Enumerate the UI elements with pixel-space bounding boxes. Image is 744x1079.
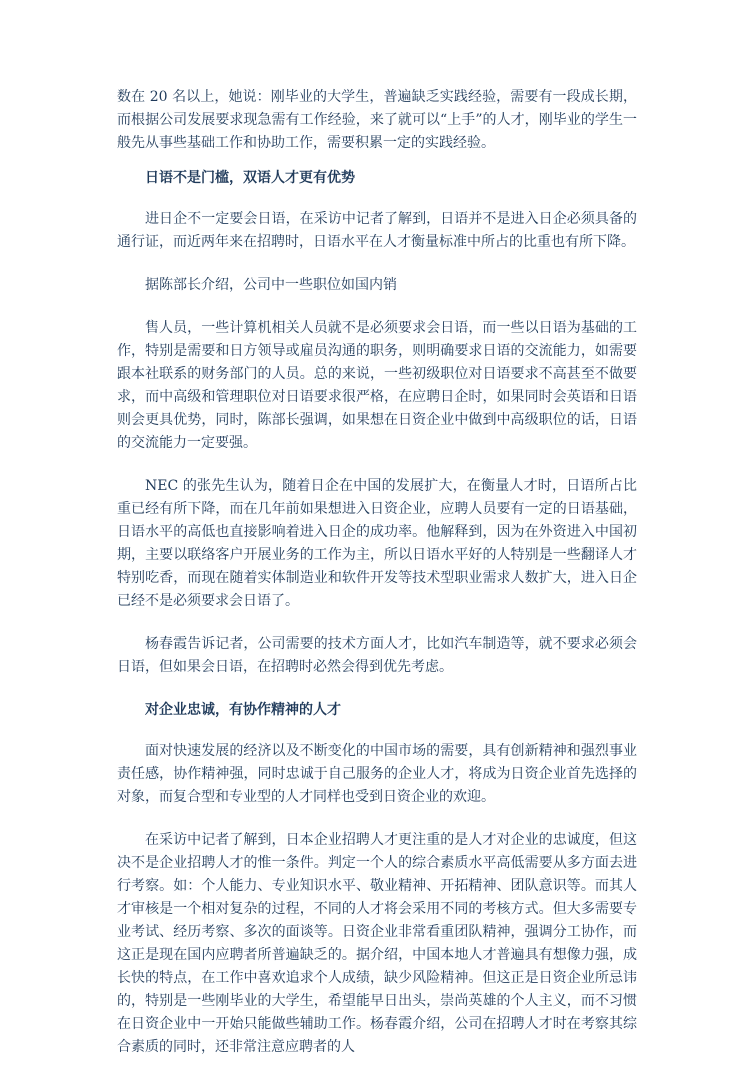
paragraph-intro: 数在 20 名以上，她说：刚毕业的大学生，普遍缺乏实践经验，需要有一段成长期，而根据公司发展要求现急需有工作经验，来了就可以“上手”的人才，刚毕业的学生一般先从事些基础工作和协助工作，需要积累一定的实践经验。 (117, 89, 637, 151)
section-heading-japanese-language: 日语不是门槛，双语人才更有优势 (145, 170, 355, 186)
paragraph: 杨春霞告诉记者，公司需要的技术方面人才，比如汽车制造等，就不要求必须会日语，但如果会日语，在招聘时必然会得到优先考虑。 (117, 636, 637, 675)
article-body (117, 86, 637, 1079)
paragraph: NEC 的张先生认为，随着日企在中国的发展扩大，在衡量人才时，日语所占比重已经有所下降，而在几年前如果想进入日资企业，应聘人员要有一定的日语基础，日语水平的高低也直接影响着进入日企的成功率。他解释到，因为在外资进入中国初期，主要以联络客户开展业务的工作为主，所以日语水平好的人特别是一些翻译人才特别吃香，而现在随着实体制造业和软件开发等技术型职业需求人数扩大，进入日企已经不是必须要求会日语了。 (117, 478, 637, 609)
paragraph: 在采访中记者了解到，日本企业招聘人才更注重的是人才对企业的忠诚度，但这决不是企业招聘人才的惟一条件。判定一个人的综合素质水平高低需要从多方面去进行考察。如：个人能力、专业知识水平、敬业精神、开拓精神、团队意识等。而其人才审核是一个相对复杂的过程，不同的人才将会采用不同的考核方式。但大多需要专业考试、经历考察、多次的面谈等。日资企业非常看重团队精神，强调分工协作，而这正是现在国内应聘者所普遍缺乏的。据介绍，中国本地人才普遍具有想像力强，成长快的特点，在工作中喜欢追求个人成绩，缺少风险精神。但这正是日资企业所忌讳的，特别是一些刚毕业的大学生，希望能早日出头，崇尚英雄的个人主义，而不习惯在日资企业中一开始只能做些辅助工作。杨春霞介绍，公司在招聘人才时在考察其综合素质的同时，还非常注意应聘者的人 (117, 832, 637, 1055)
paragraph: 据陈部长介绍，公司中一些职位如国内销 (145, 277, 397, 293)
paragraph: 面对快速发展的经济以及不断变化的中国市场的需要，具有创新精神和强烈事业责任感，协作精神强，同时忠诚于自己服务的企业人才，将成为日资企业首先选择的对象，而复合型和专业型的人才同样也受到日资企业的欢迎。 (117, 743, 637, 805)
paragraph: 进日企不一定要会日语，在采访中记者了解到，日语并不是进入日企必须具备的通行证，而近两年来在招聘时，日语水平在人才衡量标准中所占的比重也有所下降。 (117, 211, 637, 250)
section-heading-loyalty: 对企业忠诚，有协作精神的人才 (145, 702, 341, 718)
paragraph: 售人员，一些计算机相关人员就不是必须要求会日语，而一些以日语为基础的工作，特别是需要和日方领导或雇员沟通的职务，则明确要求日语的交流能力，如需要跟本社联系的财务部门的人员。总的来说，一些初级职位对日语要求不高甚至不做要求，而中高级和管理职位对日语要求很严格，在应聘日企时，如果同时会英语和日语则会更具优势，同时，陈部长强调，如果想在日资企业中做到中高级职位的话，日语的交流能力一定要强。 (117, 320, 637, 451)
